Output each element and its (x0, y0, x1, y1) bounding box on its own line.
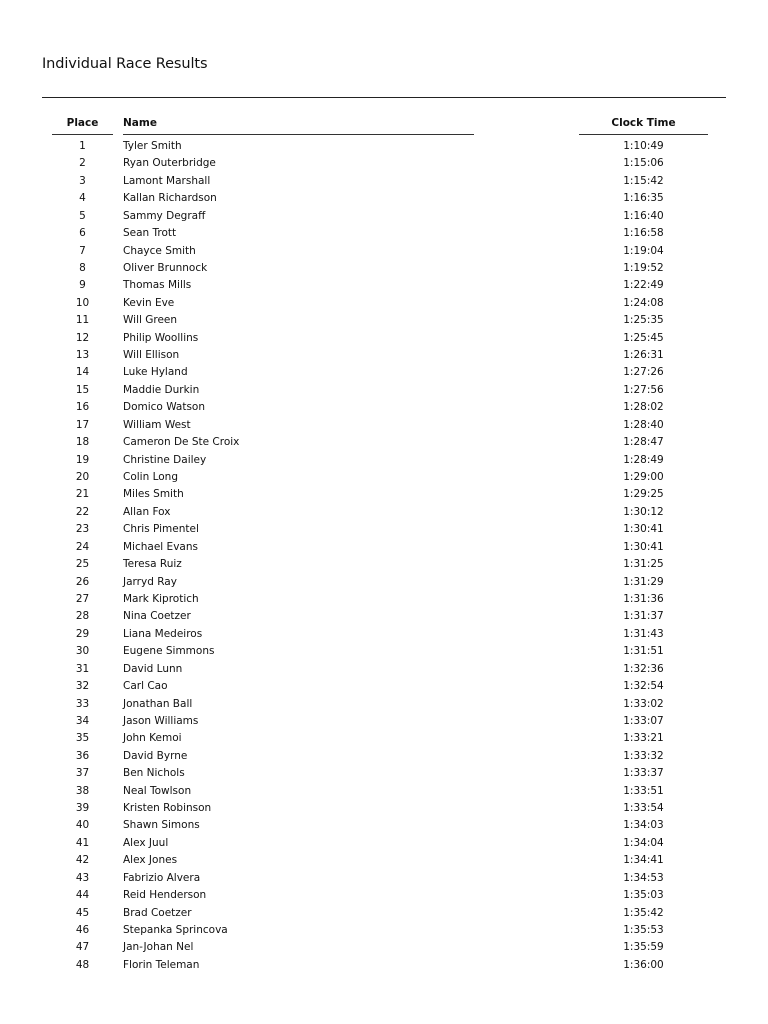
place-cell: 23 (75, 523, 90, 536)
place-cell: 3 (79, 174, 86, 187)
name-cell: Eugene Simmons (123, 645, 215, 658)
name-cell: Teresa Ruiz (123, 558, 182, 571)
name-cell: Liana Medeiros (123, 627, 203, 640)
table-row (0, 260, 768, 277)
table-row (0, 434, 768, 451)
place-cell: 21 (75, 488, 90, 501)
place-cell: 32 (75, 680, 90, 693)
table-row (0, 138, 768, 155)
name-cell: Carl Cao (123, 680, 168, 693)
table-row (0, 521, 768, 538)
clock-time-cell: 1:28:02 (623, 401, 664, 414)
table-row (0, 312, 768, 329)
table-row (0, 748, 768, 765)
clock-time-cell: 1:16:58 (623, 227, 664, 240)
place-cell: 16 (75, 401, 90, 414)
clock-time-cell: 1:31:36 (623, 592, 664, 605)
place-cell: 12 (75, 331, 90, 344)
place-cell: 34 (75, 714, 90, 727)
place-cell: 42 (75, 854, 90, 867)
clock-time-cell: 1:33:21 (623, 732, 664, 745)
place-cell: 26 (75, 575, 90, 588)
table-row (0, 783, 768, 800)
name-cell: Ryan Outerbridge (123, 157, 216, 170)
table-row (0, 190, 768, 207)
table-row (0, 399, 768, 416)
place-cell: 4 (79, 192, 86, 205)
place-cell: 28 (75, 610, 90, 623)
clock-time-cell: 1:22:49 (623, 279, 664, 292)
name-cell: Domico Watson (123, 401, 206, 414)
clock-time-cell: 1:33:51 (623, 784, 664, 797)
column-header-clock-time: Clock Time (611, 117, 676, 129)
name-cell: Mark Kiprotich (123, 592, 199, 605)
name-cell: Cameron De Ste Croix (123, 436, 240, 449)
table-row (0, 696, 768, 713)
table-row (0, 225, 768, 242)
clock-time-cell: 1:15:42 (623, 174, 664, 187)
table-row (0, 835, 768, 852)
name-cell: Sammy Degraff (123, 209, 206, 222)
place-cell: 31 (75, 662, 90, 675)
page-title: Individual Race Results (42, 56, 208, 72)
name-cell: Jarryd Ray (123, 575, 177, 588)
name-cell: Kevin Eve (123, 296, 175, 309)
clock-time-cell: 1:33:37 (623, 767, 664, 780)
table-row (0, 277, 768, 294)
place-cell: 48 (75, 958, 90, 971)
place-cell: 18 (75, 436, 90, 449)
name-cell: Ben Nichols (123, 767, 185, 780)
name-cell: Shawn Simons (123, 819, 200, 832)
name-cell: Will Ellison (123, 349, 180, 362)
name-cell: Colin Long (123, 471, 178, 484)
name-cell: Chayce Smith (123, 244, 196, 257)
place-cell: 30 (75, 645, 90, 658)
place-cell: 40 (75, 819, 90, 832)
name-cell: William West (123, 418, 191, 431)
place-cell: 19 (75, 453, 90, 466)
column-header-name: Name (123, 117, 157, 129)
place-cell: 27 (75, 592, 90, 605)
table-row (0, 870, 768, 887)
clock-time-cell: 1:31:29 (623, 575, 664, 588)
table-row (0, 608, 768, 625)
place-cell: 7 (79, 244, 86, 257)
place-cell: 17 (75, 418, 90, 431)
place-cell: 15 (75, 383, 90, 396)
table-row (0, 678, 768, 695)
name-cell: Reid Henderson (123, 889, 207, 902)
name-cell: David Lunn (123, 662, 183, 675)
table-row (0, 556, 768, 573)
table-row (0, 765, 768, 782)
table-row (0, 452, 768, 469)
clock-time-cell: 1:30:41 (623, 523, 664, 536)
clock-time-cell: 1:15:06 (623, 157, 664, 170)
place-cell: 6 (79, 227, 86, 240)
name-cell: David Byrne (123, 749, 188, 762)
place-cell: 24 (75, 540, 90, 553)
clock-time-cell: 1:34:03 (623, 819, 664, 832)
table-row (0, 295, 768, 312)
name-cell: Miles Smith (123, 488, 184, 501)
clock-time-cell: 1:34:04 (623, 836, 664, 849)
place-cell: 11 (75, 314, 90, 327)
table-row (0, 155, 768, 172)
place-cell: 46 (75, 923, 90, 936)
clock-time-cell: 1:29:25 (623, 488, 664, 501)
name-cell: Neal Towlson (123, 784, 192, 797)
name-cell: Michael Evans (123, 540, 198, 553)
name-cell: Florin Teleman (123, 958, 200, 971)
column-header-place: Place (66, 117, 99, 129)
name-cell: Brad Coetzer (123, 906, 192, 919)
place-cell: 14 (75, 366, 90, 379)
name-cell: Stepanka Sprincova (123, 923, 228, 936)
name-cell: Oliver Brunnock (123, 261, 208, 274)
table-row (0, 330, 768, 347)
table-row (0, 417, 768, 434)
table-row (0, 661, 768, 678)
name-cell: Jason Williams (123, 714, 199, 727)
table-row (0, 486, 768, 503)
table-row (0, 957, 768, 974)
place-cell: 39 (75, 802, 90, 815)
name-cell: John Kemoi (123, 732, 182, 745)
clock-time-cell: 1:31:51 (623, 645, 664, 658)
name-cell: Christine Dailey (123, 453, 207, 466)
clock-time-cell: 1:25:35 (623, 314, 664, 327)
clock-time-cell: 1:33:07 (623, 714, 664, 727)
clock-time-cell: 1:25:45 (623, 331, 664, 344)
place-cell: 2 (79, 157, 86, 170)
table-row (0, 574, 768, 591)
place-cell: 47 (75, 941, 90, 954)
name-cell: Nina Coetzer (123, 610, 191, 623)
place-cell: 35 (75, 732, 90, 745)
name-cell: Kallan Richardson (123, 192, 217, 205)
place-cell: 10 (75, 296, 90, 309)
table-row (0, 887, 768, 904)
table-row (0, 591, 768, 608)
name-cell: Chris Pimentel (123, 523, 199, 536)
name-cell: Maddie Durkin (123, 383, 200, 396)
clock-time-cell: 1:33:32 (623, 749, 664, 762)
table-row (0, 208, 768, 225)
clock-time-cell: 1:31:43 (623, 627, 664, 640)
name-cell: Luke Hyland (123, 366, 188, 379)
name-cell: Sean Trott (123, 227, 177, 240)
name-cell: Jan-Johan Nel (123, 941, 194, 954)
clock-time-cell: 1:35:53 (623, 923, 664, 936)
table-row (0, 173, 768, 190)
name-cell: Tyler Smith (123, 140, 182, 152)
clock-time-cell: 1:34:53 (623, 871, 664, 884)
table-row (0, 243, 768, 260)
clock-time-cell: 1:31:25 (623, 558, 664, 571)
clock-time-cell: 1:28:47 (623, 436, 664, 449)
column-underline-place (52, 134, 113, 135)
clock-time-cell: 1:34:41 (623, 854, 664, 867)
table-row (0, 347, 768, 364)
place-cell: 5 (79, 209, 86, 222)
clock-time-cell: 1:27:56 (623, 383, 664, 396)
table-row (0, 852, 768, 869)
clock-time-cell: 1:33:02 (623, 697, 664, 710)
clock-time-cell: 1:35:42 (623, 906, 664, 919)
clock-time-cell: 1:16:40 (623, 209, 664, 222)
table-row (0, 905, 768, 922)
clock-time-cell: 1:27:26 (623, 366, 664, 379)
table-row (0, 922, 768, 939)
table-row (0, 469, 768, 486)
name-cell: Lamont Marshall (123, 174, 211, 187)
place-cell: 45 (75, 906, 90, 919)
name-cell: Allan Fox (123, 505, 171, 518)
name-cell: Alex Jones (123, 854, 178, 867)
table-row (0, 939, 768, 956)
table-row (0, 817, 768, 834)
place-cell: 1 (79, 140, 86, 152)
title-divider (42, 97, 726, 98)
place-cell: 36 (75, 749, 90, 762)
name-cell: Will Green (123, 314, 178, 327)
place-cell: 22 (75, 505, 90, 518)
place-cell: 33 (75, 697, 90, 710)
table-row (0, 643, 768, 660)
column-underline-clock-time (579, 134, 708, 135)
place-cell: 41 (75, 836, 90, 849)
clock-time-cell: 1:19:04 (623, 244, 664, 257)
clock-time-cell: 1:32:36 (623, 662, 664, 675)
clock-time-cell: 1:19:52 (623, 261, 664, 274)
clock-time-cell: 1:28:40 (623, 418, 664, 431)
name-cell: Kristen Robinson (123, 802, 212, 815)
place-cell: 25 (75, 558, 90, 571)
clock-time-cell: 1:30:41 (623, 540, 664, 553)
clock-time-cell: 1:35:03 (623, 889, 664, 902)
clock-time-cell: 1:24:08 (623, 296, 664, 309)
place-cell: 44 (75, 889, 90, 902)
clock-time-cell: 1:32:54 (623, 680, 664, 693)
clock-time-cell: 1:29:00 (623, 471, 664, 484)
place-cell: 13 (75, 349, 90, 362)
name-cell: Jonathan Ball (123, 697, 193, 710)
clock-time-cell: 1:35:59 (623, 941, 664, 954)
place-cell: 8 (79, 261, 86, 274)
name-cell: Philip Woollins (123, 331, 199, 344)
clock-time-cell: 1:31:37 (623, 610, 664, 623)
place-cell: 9 (79, 279, 86, 292)
clock-time-cell: 1:10:49 (623, 140, 664, 152)
clock-time-cell: 1:26:31 (623, 349, 664, 362)
clock-time-cell: 1:30:12 (623, 505, 664, 518)
name-cell: Fabrizio Alvera (123, 871, 201, 884)
results-table-body (0, 138, 768, 974)
name-cell: Alex Juul (123, 836, 169, 849)
table-row (0, 730, 768, 747)
table-row (0, 504, 768, 521)
table-row (0, 539, 768, 556)
table-row (0, 364, 768, 381)
name-cell: Thomas Mills (123, 279, 192, 292)
place-cell: 20 (75, 471, 90, 484)
column-underline-name (123, 134, 474, 135)
place-cell: 29 (75, 627, 90, 640)
table-row (0, 713, 768, 730)
clock-time-cell: 1:28:49 (623, 453, 664, 466)
place-cell: 43 (75, 871, 90, 884)
clock-time-cell: 1:16:35 (623, 192, 664, 205)
clock-time-cell: 1:33:54 (623, 802, 664, 815)
table-row (0, 800, 768, 817)
table-row (0, 382, 768, 399)
table-row (0, 626, 768, 643)
place-cell: 38 (75, 784, 90, 797)
place-cell: 37 (75, 767, 90, 780)
clock-time-cell: 1:36:00 (623, 958, 664, 971)
